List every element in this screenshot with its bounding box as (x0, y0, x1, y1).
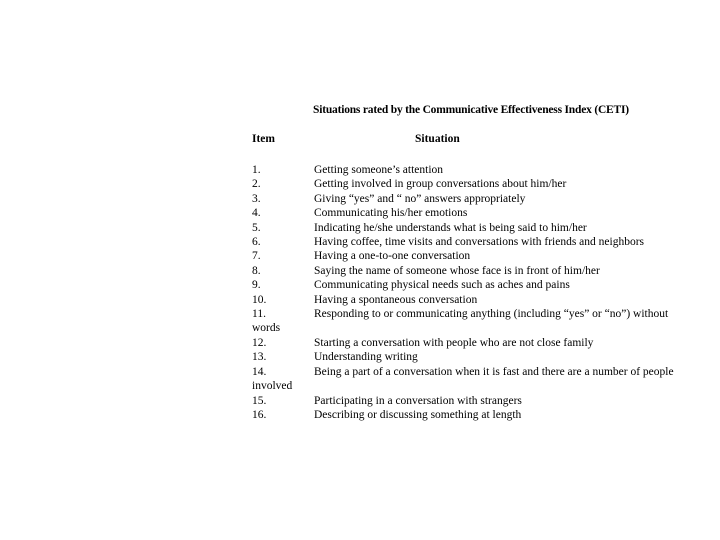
table-row (252, 307, 702, 336)
wrapped-continuation: words (252, 322, 281, 335)
table-row (252, 336, 702, 350)
item-number: 8. (252, 264, 261, 277)
situation-text: Indicating he/she understands what is being said to him/her (314, 221, 587, 234)
table-row (252, 293, 702, 307)
wrapped-continuation: involved (252, 380, 293, 393)
item-number: 1. (252, 164, 261, 176)
situation-text: Understanding writing (314, 351, 418, 364)
situation-text: Having a one-to-one conversation (314, 250, 471, 263)
table-row (252, 177, 702, 191)
situation-text: Saying the name of someone whose face is in front of him/her (314, 264, 600, 277)
situation-text: Being a part of a conversation when it is fast and there are a number of people (314, 365, 674, 378)
item-number: 9. (252, 279, 261, 292)
item-number: 15. (252, 394, 267, 407)
item-number: 12. (252, 336, 267, 349)
item-number: 13. (252, 351, 267, 364)
table-row (252, 365, 702, 394)
situation-text: Getting involved in group conversations about him/her (314, 178, 567, 191)
table-row (252, 278, 702, 292)
situation-text: Participating in a conversation with strangers (314, 394, 522, 407)
item-number: 11. (252, 308, 266, 321)
item-column-header: Item (252, 133, 275, 145)
situation-text: Describing or discussing something at length (314, 408, 522, 421)
ceti-situation-list (252, 163, 702, 422)
table-row (252, 192, 702, 206)
item-number: 2. (252, 178, 261, 191)
situation-column-header: Situation (415, 133, 460, 145)
situation-text: Having a spontaneous conversation (314, 293, 478, 306)
table-row (252, 221, 702, 235)
table-row (252, 408, 702, 422)
situation-text: Responding to or communicating anything (including “yes” or “no”) without (314, 308, 669, 321)
situation-text: Having coffee, time visits and conversations with friends and neighbors (314, 236, 645, 249)
item-number: 14. (252, 365, 267, 378)
situation-text: Communicating his/her emotions (314, 207, 468, 220)
item-number: 3. (252, 192, 261, 205)
table-row (252, 249, 702, 263)
table-title: Situations rated by the Communicative Effectiveness Index (CETI) (313, 104, 629, 116)
situation-text: Starting a conversation with people who are not close family (314, 336, 594, 349)
table-row (252, 264, 702, 278)
table-row (252, 206, 702, 220)
item-number: 5. (252, 221, 261, 234)
table-row (252, 163, 702, 177)
item-number: 16. (252, 408, 267, 421)
item-number: 10. (252, 293, 267, 306)
table-row (252, 350, 702, 364)
situation-text: Giving “yes” and “ no” answers appropriately (314, 192, 526, 205)
item-number: 6. (252, 236, 261, 249)
table-row (252, 235, 702, 249)
item-number: 7. (252, 250, 261, 263)
item-number: 4. (252, 207, 261, 220)
situation-text: Communicating physical needs such as aches and pains (314, 279, 570, 292)
table-row (252, 394, 702, 408)
situation-text: Getting someone’s attention (314, 164, 444, 176)
